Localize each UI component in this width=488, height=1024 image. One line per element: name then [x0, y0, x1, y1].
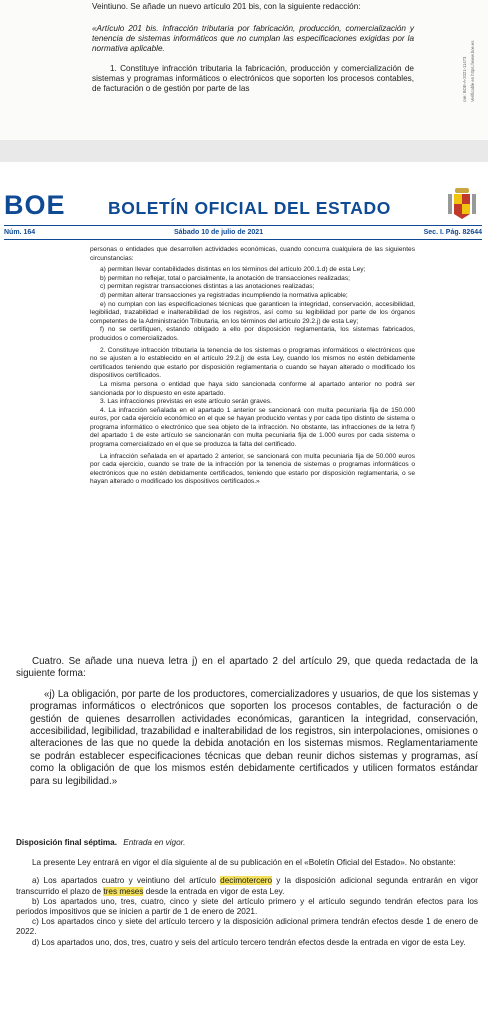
body-paragraph: e) no cumplan con las especificaciones técnicas que garanticen la integridad, conservación, accesibilidad, legibilidad, trazabilidad e inalterabilidad de los registros, así como su legibilidad por parte de los órganos competentes de la Administración Tributaria, en los términos del artículo 29.2.j) de esta Ley; [90, 300, 415, 325]
article-title: «Artículo 201 bis. Infracción tributaria por fabricación, producción, comercialización y tenencia de sistemas informáticos que no cumplan las especificaciones exigidas por la normativa aplicable. [92, 24, 414, 54]
final-item-c: c) Los apartados cinco y siete del artículo tercero y la disposición adicional primera tendrán efectos desde 1 de enero de 2022. [16, 917, 478, 937]
final-item-a-text: a) Los apartados cuatro y veintiuno del artículo [32, 876, 221, 886]
body-paragraph: d) permitan alterar transacciones ya registradas incumpliendo la normativa aplicable; [100, 291, 348, 299]
body-paragraph: c) permitan registrar transacciones distintas a las anotaciones realizadas; [100, 283, 315, 291]
issue-number: Núm. 164 [4, 229, 36, 236]
section-final [16, 838, 478, 948]
final-item-a-text: desde la entrada en vigor de esta Ley. [143, 886, 285, 896]
body-paragraph: 2. Constituye infracción tributaria la tenencia de los sistemas o programas informáticos o electrónicos que no se ajusten a lo establecido en el artículo 29.2.j) de esta Ley, cuando los mismos no estén debidamente certificados teniendo que estarlo por disposición reglamentaria o cuando se hayan alterado o modificado los dispositivos certificados. [90, 346, 415, 380]
body-paragraph: personas o entidades que desarrollen actividades económicas, cuando concurra cualquiera de las siguientes circunstancias: [90, 246, 415, 262]
highlight: tres meses [103, 886, 144, 896]
cuatro-quote: «j) La obligación, por parte de los productores, comercializadores y usuarios, de que los sistemas y programas informáticos o electrónicos que soporten los procesos contables, de facturación o de gestión de quienes desarrollen actividades económicas, garanticen la integridad, conservación, accesibilidad, legibilidad, trazabilidad e inalterabilidad de los registros, sin interpolaciones, omisiones o alteraciones de las que no quede la debida anotación en los sistemas mismos. Reglamentariamente se podrán establecer especificaciones técnicas que deban reunir dichos sistemas y programas, así como la obligación de que los mismos estén debidamente certificados y utilicen formatos estándar para su legibilidad.» [30, 688, 478, 787]
top-intro: Veintiuno. Se añade un nuevo artículo 201 bis, con la siguiente redacción: [92, 2, 361, 11]
cve-code: cve: BOE-A-2021-11473 [462, 56, 467, 102]
highlight: decimotercero [220, 876, 273, 886]
header-rule-bottom [4, 239, 482, 240]
header-title: BOLETÍN OFICIAL DEL ESTADO [108, 198, 391, 218]
cuatro-intro: Cuatro. Se añade una nueva letra j) en el apartado 2 del artículo 29, que queda redactada de la siguiente forma: [16, 656, 478, 680]
previous-page-fragment [0, 0, 488, 140]
article-body [90, 246, 415, 487]
final-item-a [16, 876, 478, 896]
verify-url: Verificable en https://www.boe.es [470, 40, 475, 102]
body-paragraph: a) permitan llevar contabilidades distintas en los términos del artículo 200.1.d) de esta Ley; [100, 266, 366, 274]
body-paragraph: f) no se certifiquen, estando obligado a ello por disposición reglamentaria, los sistemas fabricados, producidos o comercializados. [90, 326, 415, 342]
body-paragraph: La infracción señalada en el apartado 2 anterior, se sancionará con multa pecuniaria fija de 50.000 euros por cada ejercicio, cuando se trate de la infracción por la tenencia de sistemas o programas informáticos o electrónicos que no estén debidamente certificados, teniendo que estarlo por disposición reglamentaria, o se hayan alterado o modificado los dispositivos certificados.» [90, 452, 415, 486]
section-cuatro [16, 656, 478, 788]
final-item-d: d) Los apartados uno, dos, tres, cuatro y seis del artículo tercero tendrán efectos desde la entrada en vigor de esta Ley. [32, 937, 466, 947]
article-paragraph: 1. Constituye infracción tributaria la fabricación, producción y comercialización de sistemas y programas informáticos o electrónicos que soporten los procesos contables, de facturación o de gestión por parte de las [92, 64, 414, 94]
coat-of-arms-icon [446, 186, 478, 220]
page-gap [0, 140, 488, 162]
body-paragraph: b) permitan no reflejar, total o parcialmente, la anotación de transacciones realizadas; [100, 274, 350, 282]
body-paragraph: 3. Las infracciones previstas en este artículo serán graves. [100, 398, 272, 406]
body-paragraph: 4. La infracción señalada en el apartado 1 anterior se sancionará con multa pecuniaria fija de 150.000 euros, por cada ejercicio económico en el que se hayan producido ventas y por cada tipo distinto de sistema o programa informático o electrónico que sea objeto de la infracción. No obstante, las infracciones de la letra f) del apartado 1 de este artículo se sancionarán con multa pecuniaria fija de 1.000 euros por cada sistema o programa comercializado en el que se produzca la falta del certificado. [90, 406, 415, 449]
final-intro: La presente Ley entrará en vigor el día siguiente al de su publicación en el «Boletín Oficial del Estado». No obstante: [32, 858, 456, 868]
issue-date: Sábado 10 de julio de 2021 [174, 229, 264, 236]
body-paragraph: La misma persona o entidad que haya sido sancionada conforme al apartado anterior no podrá ser sancionada por lo dispuesto en este apartado. [90, 380, 415, 397]
final-item-a-text: y la disposición adicional segunda entrarán en vigor transcurrido el plazo de [16, 876, 478, 896]
final-heading-sub: Entrada en vigor. [123, 838, 186, 847]
final-heading-title: Disposición final séptima. [16, 838, 118, 847]
final-heading [16, 838, 478, 848]
final-item-b: b) Los apartados uno, tres, cuatro, cinco y siete del artículo primero y el artículo segundo tendrán efectos para los periodos impositivos que se inicien a partir de 1 de enero de 2021. [16, 896, 478, 917]
header-rule [4, 225, 482, 226]
boe-logo: BOE [4, 190, 66, 220]
section-page: Sec. I. Pág. 82644 [423, 229, 482, 236]
